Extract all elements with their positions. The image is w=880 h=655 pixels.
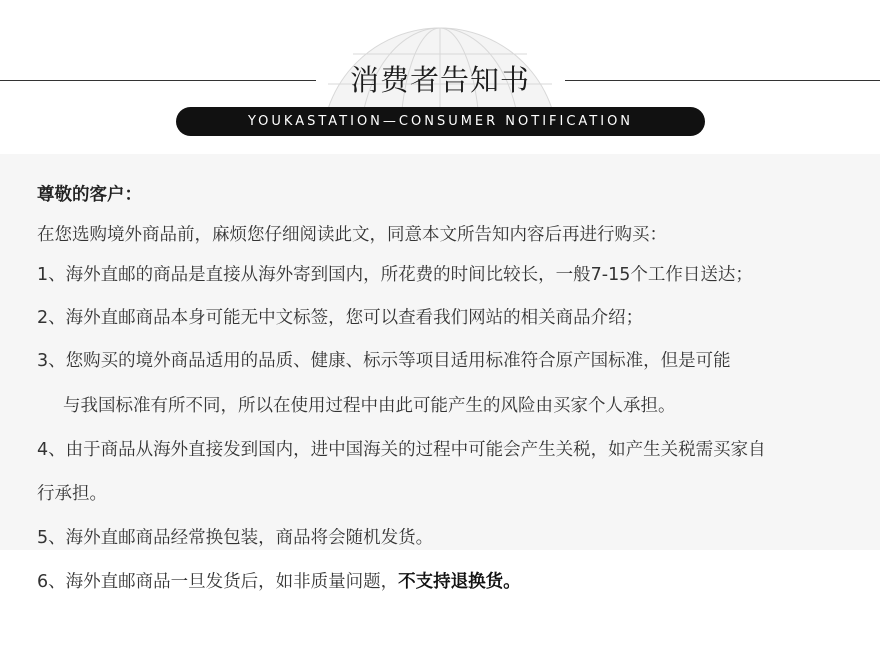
notice-item-3-continued: 与我国标准有所不同，所以在使用过程中由此可能产生的风险由买家个人承担。	[63, 396, 676, 416]
notice-item-6	[37, 569, 521, 595]
greeting-text: 尊敬的客户：	[37, 185, 142, 205]
notice-item-6-text: 6、海外直邮商品一旦发货后，如非质量问题，	[37, 572, 399, 592]
notice-item-5: 5、海外直邮商品经常换包装，商品将会随机发货。	[37, 528, 434, 548]
notice-item-4-continued: 行承担。	[37, 484, 107, 504]
notice-item-2: 2、海外直邮商品本身可能无中文标签，您可以查看我们网站的相关商品介绍；	[37, 308, 644, 328]
notice-header	[0, 0, 880, 150]
subtitle-banner: YOUKASTATION—CONSUMER NOTIFICATION	[176, 107, 705, 136]
no-return-warning: 不支持退换货。	[398, 572, 521, 592]
notice-item-4: 4、由于商品从海外直接发到国内，进中国海关的过程中可能会产生关税，如产生关税需买家自	[37, 440, 766, 460]
notice-item-1: 1、海外直邮的商品是直接从海外寄到国内，所花费的时间比较长，一般7-15个工作日送达；	[37, 265, 753, 285]
page-title: 消费者告知书	[349, 63, 530, 97]
intro-text: 在您选购境外商品前，麻烦您仔细阅读此文，同意本文所告知内容后再进行购买：	[37, 225, 667, 245]
notice-item-3: 3、您购买的境外商品适用的品质、健康、标示等项目适用标准符合原产国标准，但是可能	[37, 351, 731, 371]
